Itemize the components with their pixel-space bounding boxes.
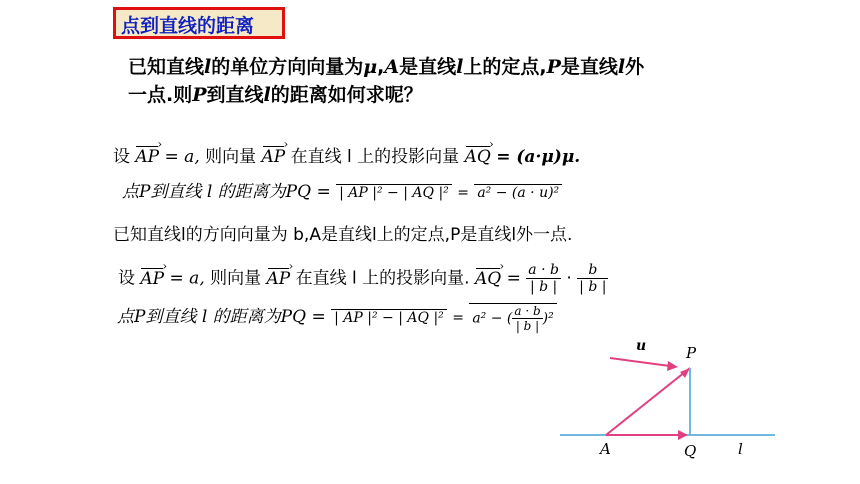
geometry-figure: [560, 330, 780, 480]
block1-distance-line: 点P到直线 l 的距离为PQ = | AP |² − | AQ |² = a² − (a · u)²: [122, 177, 562, 202]
sqrt-4: a² − ( $\frac{a \cdot b}{| b |}$ )²: [469, 303, 556, 333]
sqrt-2: a² − (a · u)²: [474, 184, 562, 201]
label-A: A: [600, 440, 611, 458]
fraction-2: $\frac{b}{| b |}$: [579, 262, 607, 295]
label-u: u: [636, 338, 647, 354]
block2-projection-line: 设 AP › = a, 则向量 AP › 在直线 l 上的投影向量. AQ › = $\frac{a \cdot b}{| b |}$ · $\frac{b}{| b |}$: [118, 262, 608, 295]
intro-line-2: 一点.则P到直线l的距离如何求呢？: [128, 84, 423, 106]
block2-statement: 已知直线l的方向向量为 b,A是直线l上的定点,P是直线l外一点.: [113, 225, 573, 245]
label-P: P: [686, 344, 697, 362]
arrowhead-AP: [680, 368, 690, 378]
block1-projection-line: 设 AP › = a, 则向量 AP › 在直线 l 上的投影向量 AQ › = (a·μ)μ.: [113, 142, 580, 167]
vector-AP: [606, 368, 690, 435]
label-l: l: [738, 440, 743, 458]
vector-u: [610, 358, 670, 366]
arrowhead-u: [667, 361, 678, 371]
label-Q: Q: [684, 442, 697, 460]
fraction-1: $\frac{a \cdot b}{| b |}$: [528, 262, 559, 295]
sqrt-1: | AP |² − | AQ |²: [336, 184, 452, 201]
block2-distance-line: 点P到直线 l 的距离为PQ = | AP |² − | AQ |² = a² − ( $\frac{a \cdot b}{| b |}$ )²: [117, 302, 557, 333]
page-title: 点到直线的距离: [121, 15, 255, 37]
arrowhead-AQ: [678, 430, 688, 440]
sqrt-3: | AP |² − | AQ |²: [331, 309, 447, 326]
intro-line-1: 已知直线l的单位方向向量为μ,A是直线l上的定点,P是直线l外: [128, 56, 645, 78]
